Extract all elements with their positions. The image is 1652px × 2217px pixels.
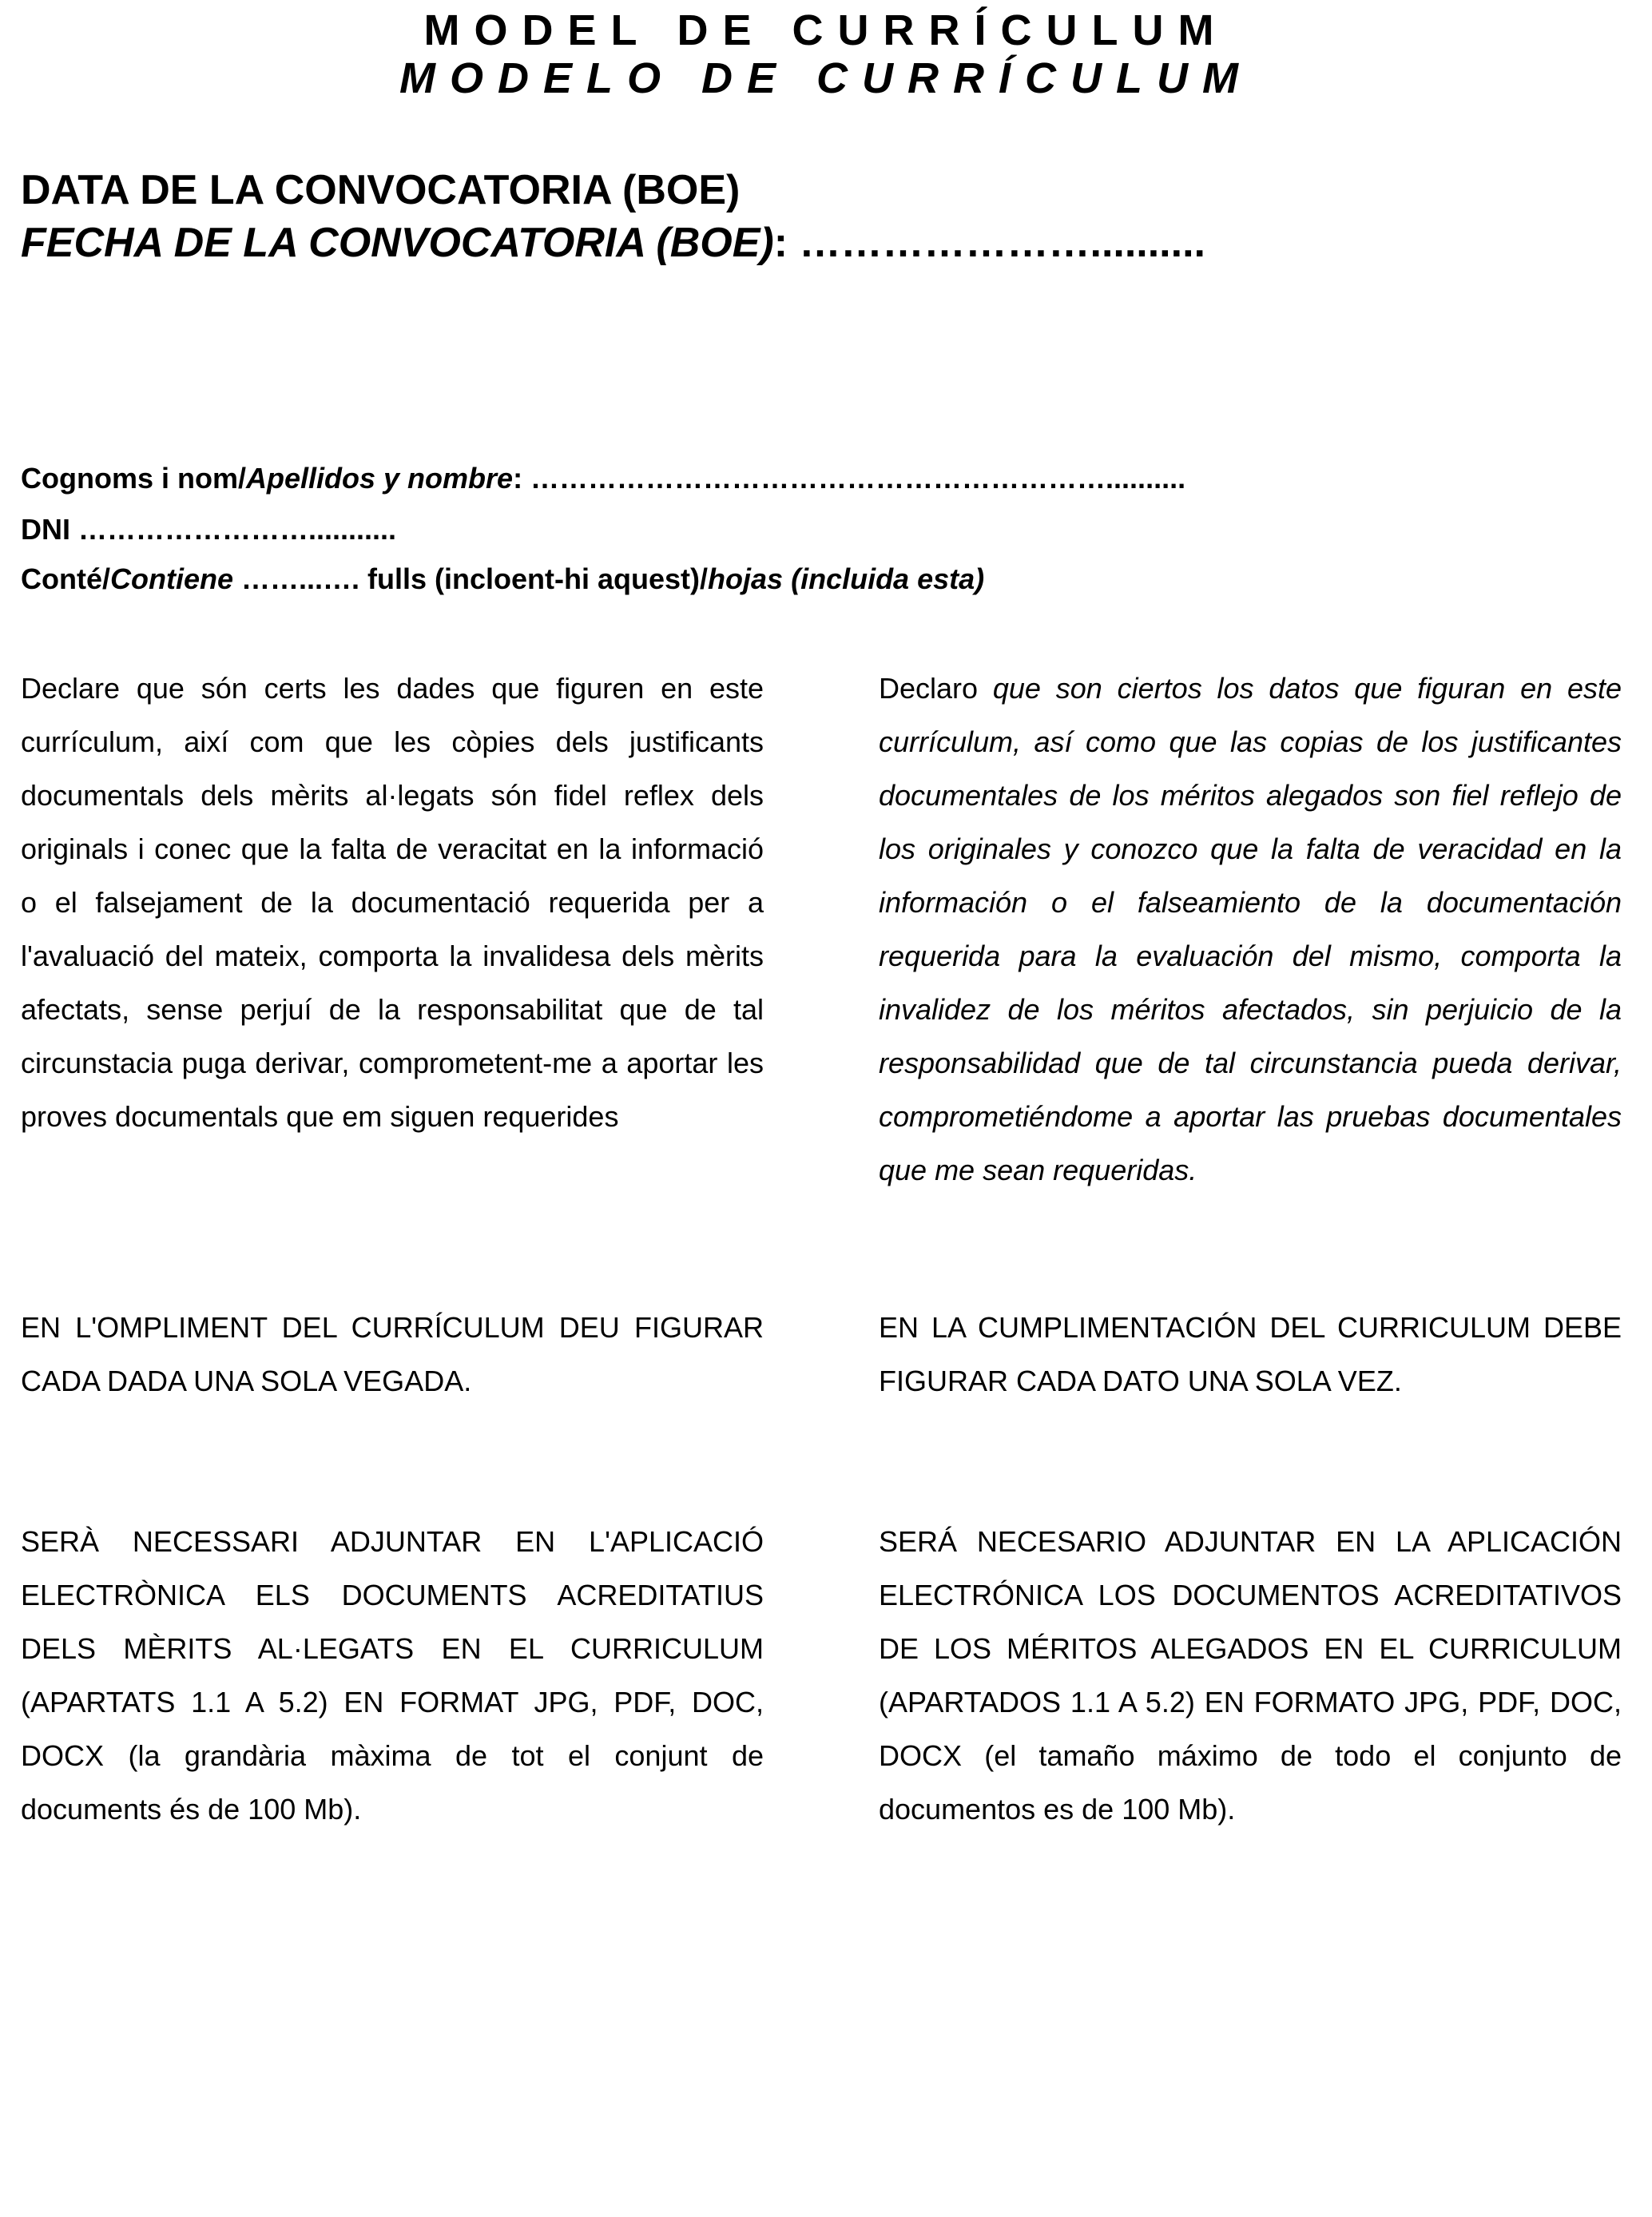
convocatoria-date-spanish <box>21 216 1205 270</box>
pages-count-field <box>21 554 984 604</box>
attach-notice-catalan: SERÀ NECESSARI ADJUNTAR EN L'APLICACIÓ ELECTRÒNICA ELS DOCUMENTS ACREDITATIUS DELS MÈRITS AL·LEGATS EN EL CURRICULUM (APARTATS 1.1 A 5.2) EN FORMAT JPG, PDF, DOC, DOCX (la grandària màxima de tot el conjunt de documents és de 100 Mb). <box>21 1525 764 1826</box>
once-notice-spanish: EN LA CUMPLIMENTACIÓN DEL CURRICULUM DEBE FIGURAR CADA DATO UNA SOLA VEZ. <box>879 1311 1622 1397</box>
name-fill-line: : …………………………………………………….......... <box>513 462 1186 495</box>
attach-notice-spanish: SERÁ NECESARIO ADJUNTAR EN LA APLICACIÓN ELECTRÓNICA LOS DOCUMENTOS ACREDITATIVOS DE LOS MÉRITOS ALEGADOS EN EL CURRICULUM (APARTADOS 1.1 A 5.2) EN FORMATO JPG, PDF, DOC, DOCX (el tamaño máximo de todo el conjunto de documentos es de 100 Mb). <box>879 1525 1622 1826</box>
convocatoria-fill-line: : ………………….......... <box>773 220 1205 266</box>
declaration-spanish-body: que son ciertos los datos que figuran en este currículum, así como que las copias de los justificantes documentales de los méritos alegados son fiel reflejo de los originales y conozco que la falta de veracidad en la información o el falseamiento de la documentación requerida para la evaluación del mismo, comporta la invalidez de los méritos afectados, sin perjuicio de la responsabilidad que de tal circunstancia pueda derivar, comprometiéndome a aportar las pruebas documentales que me sean requeridas. <box>879 672 1622 1186</box>
name-field <box>21 454 1185 503</box>
title-spanish: MODELO DE CURRÍCULUM <box>399 54 1253 102</box>
convocatoria-label-spanish: FECHA DE LA CONVOCATORIA (BOE) <box>21 220 774 266</box>
title-catalan: MODEL DE CURRÍCULUM <box>423 6 1229 54</box>
dni-field: DNI ……………………........... <box>21 513 397 546</box>
declaration-catalan: Declare que són certs les dades que figuren en este currículum, així com que les còpies dels justificants documentals dels mèrits al·legats són fidel reflex dels originals i conec que la falta de veracitat en la informació o el falsejament de la documentació requerida per a l'avaluació del mateix, comporta la invalidesa dels mèrits afectats, sense perjuí de la responsabilitat que de tal circunstacia puga derivar, comprometent-me a aportar les proves documentals que em siguen requerides <box>21 672 764 1133</box>
convocatoria-date-catalan: DATA DE LA CONVOCATORIA (BOE) <box>21 167 741 213</box>
contains-label-catalan: Conté/ <box>21 562 110 595</box>
contains-end-spanish: hojas (incluida esta) <box>708 562 985 595</box>
contains-label-spanish: Contiene <box>110 562 234 595</box>
name-label-catalan: Cognoms i nom/ <box>21 462 246 495</box>
contains-fill-line: ……...…. fulls (incloent-hi aquest)/ <box>233 562 709 595</box>
declaration-spanish <box>879 662 1622 1197</box>
name-label-spanish: Apellidos y nombre <box>246 462 514 495</box>
declaration-spanish-first-word: Declaro <box>879 672 979 705</box>
once-notice-catalan: EN L'OMPLIMENT DEL CURRÍCULUM DEU FIGURAR CADA DADA UNA SOLA VEGADA. <box>21 1311 764 1397</box>
